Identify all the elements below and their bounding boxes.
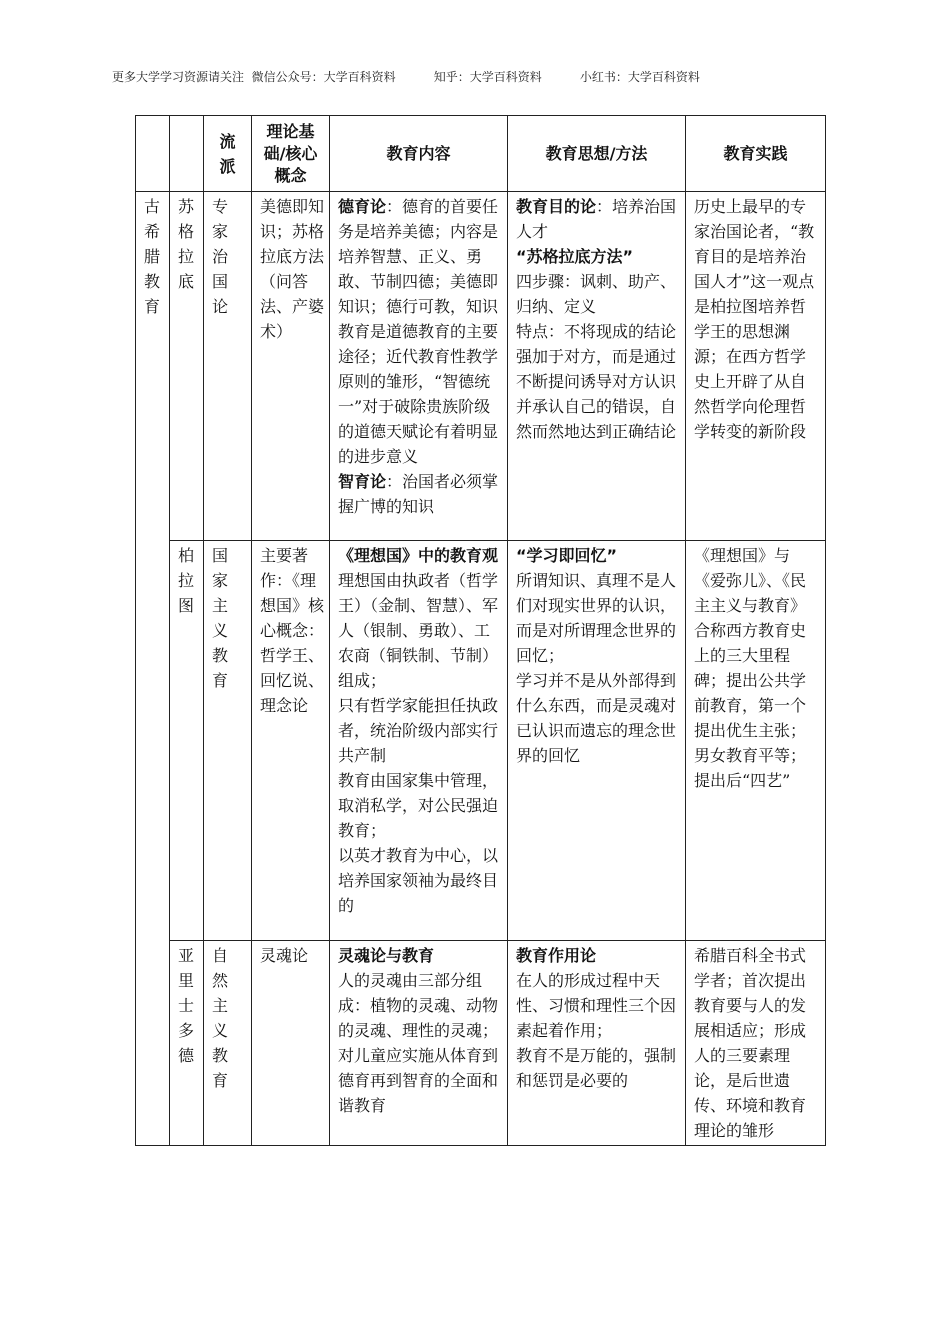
practice-cell: 《理想国》与《爱弥儿》、《民主主义与教育》合称西方教育史上的三大里程碑；提出公共学前教育，第一个提出优生主张；男女教育平等；提出后“四艺” [686,541,826,941]
theory-cell: 主要著作：《理想国》核心概念：哲学王、回忆说、理念论 [252,541,330,941]
school-cell: 国家主义教育 [204,541,252,941]
method-cell: 教育作用论 在人的形成过程中天性、习惯和理性三个因素起着作用； 教育不是万能的，强制和惩罚是必要的 [508,941,686,1146]
header-col2 [170,116,204,192]
header-content: 教育内容 [330,116,508,192]
education-table [135,115,826,1146]
content-cell: 《理想国》中的教育观 理想国由执政者（哲学王）（金制、智慧）、军人（银制、勇敢）、工农商（铜铁制、节制）组成； 只有哲学家能担任执政者，统治阶级内部实行共产制 教育由国家集中管理，取消私学，对公民强迫教育； 以英才教育为中心，以培养国家领袖为最终目的 [330,541,508,941]
content-cell: 灵魂论与教育 人的灵魂由三部分组成：植物的灵魂、动物的灵魂、理性的灵魂； 对儿童应实施从体育到德育再到智育的全面和谐教育 [330,941,508,1146]
person-cell: 苏格拉底 [170,192,204,541]
theory-cell: 美德即知识；苏格拉底方法（问答法、产婆术） [252,192,330,541]
header-theory: 理论基础/核心概念 [252,116,330,192]
content-cell: 德育论：德育的首要任务是培养美德；内容是培养智慧、正义、勇敢、节制四德；美德即知识；德行可教，知识教育是道德教育的主要途径；近代教育性教学原则的雏形，“智德统一”对于破除贵族阶级的道德天赋论有着明显的进步意义 智育论：治国者必须掌握广博的知识 [330,192,508,541]
school-cell: 自然主义教育 [204,941,252,1146]
header-method: 教育思想/方法 [508,116,686,192]
person-cell: 柏拉图 [170,541,204,941]
header-row [136,116,826,192]
method-cell: 教育目的论：培养治国人才 “苏格拉底方法” 四步骤：讽刺、助产、归纳、定义 特点：不将现成的结论强加于对方，而是通过不断提问诱导对方认识并承认自己的错误，自然而然地达到正确结论 [508,192,686,541]
table-row [136,192,826,541]
header-school: 流派 [204,116,252,192]
practice-cell: 历史上最早的专家治国论者，“教育目的是培养治国人才”这一观点是柏拉图培养哲学王的思想渊源；在西方哲学史上开辟了从自然哲学向伦理哲学转变的新阶段 [686,192,826,541]
table-row [136,941,826,1146]
era-cell: 古希腊教育 [136,192,170,1146]
header-practice: 教育实践 [686,116,826,192]
header-col1 [136,116,170,192]
school-cell: 专家治国论 [204,192,252,541]
theory-cell: 灵魂论 [252,941,330,1146]
method-cell: “学习即回忆” 所谓知识、真理不是人们对现实世界的认识，而是对所谓理念世界的回忆； 学习并不是从外部得到什么东西，而是灵魂对已认识而遗忘的理念世界的回忆 [508,541,686,941]
page-header: 更多大学学习资源请关注 微信公众号：大学百科资料 知乎：大学百科资料 小红书：大学百科资料 [112,70,700,84]
practice-cell: 希腊百科全书式学者；首次提出教育要与人的发展相适应；形成人的三要素理论，是后世遗传、环境和教育理论的雏形 [686,941,826,1146]
table-row [136,541,826,941]
person-cell: 亚里士多德 [170,941,204,1146]
